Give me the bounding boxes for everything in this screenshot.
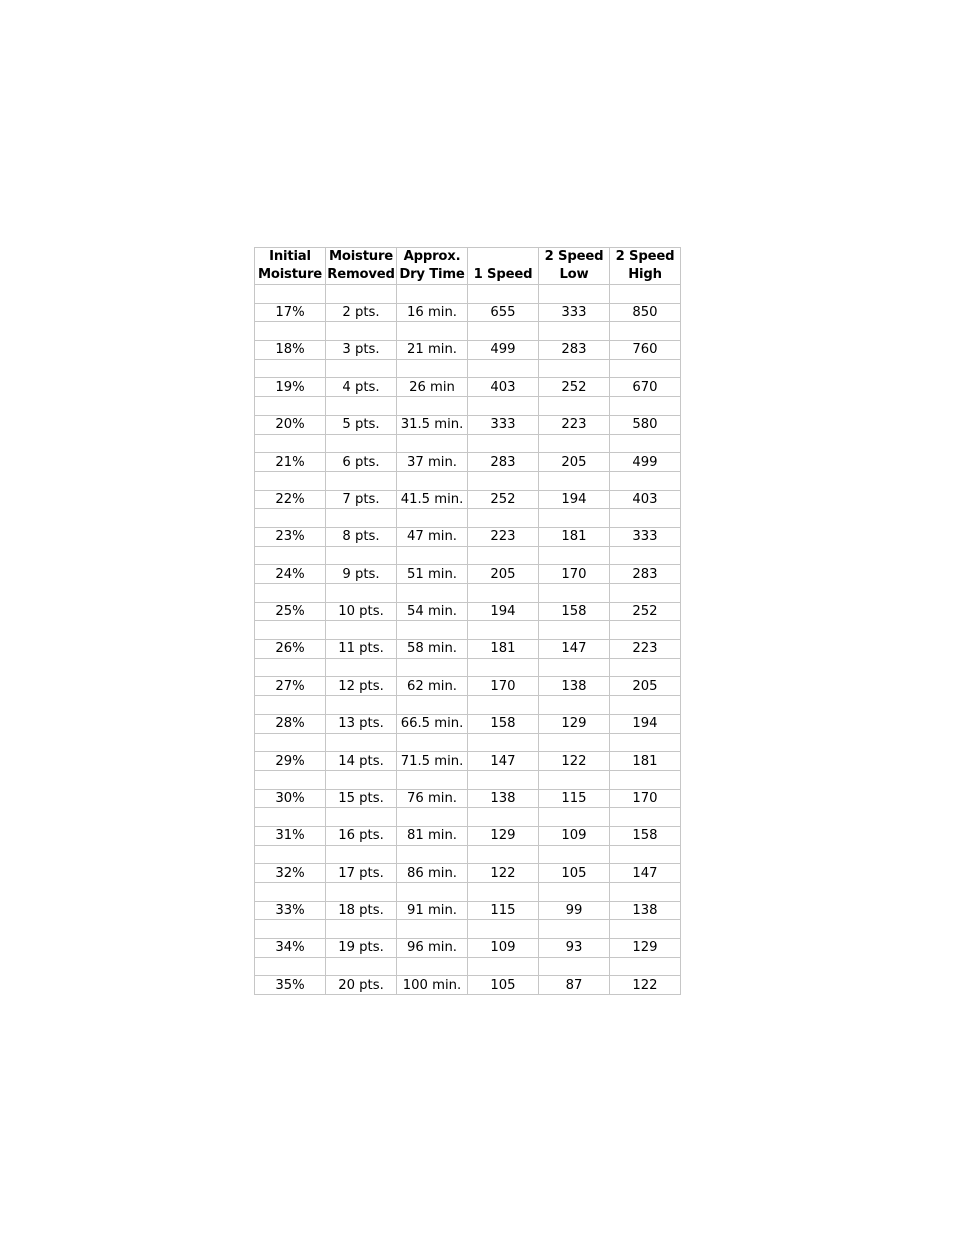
table-row [255,677,681,696]
empty-cell [326,883,397,902]
table-cell: 93 [539,939,610,958]
empty-cell [397,359,468,378]
table-row [255,453,681,472]
empty-cell [610,546,681,565]
empty-cell [468,883,539,902]
table-cell: 138 [610,901,681,920]
empty-cell [326,584,397,603]
empty-cell [539,322,610,341]
empty-cell [610,434,681,453]
table-cell: 19 pts. [326,939,397,958]
table-body [255,285,681,995]
table-cell: 18% [255,341,326,360]
header-cell: High [610,266,681,285]
empty-cell [255,359,326,378]
spacer-row [255,770,681,789]
empty-cell [255,322,326,341]
table-cell: 138 [539,677,610,696]
table-cell: 129 [610,939,681,958]
header-cell: Moisture [255,266,326,285]
table-cell: 11 pts. [326,640,397,659]
empty-cell [539,883,610,902]
empty-cell [539,957,610,976]
empty-cell [539,434,610,453]
spacer-row [255,546,681,565]
empty-cell [326,696,397,715]
table-cell: 580 [610,415,681,434]
empty-cell [326,808,397,827]
table-cell: 252 [610,602,681,621]
table-cell: 29% [255,752,326,771]
empty-cell [326,770,397,789]
empty-cell [326,359,397,378]
empty-cell [468,546,539,565]
empty-cell [610,658,681,677]
table-cell: 147 [468,752,539,771]
table-row [255,752,681,771]
empty-cell [397,920,468,939]
spacer-row [255,434,681,453]
empty-cell [397,658,468,677]
empty-cell [468,322,539,341]
empty-cell [397,696,468,715]
empty-cell [255,285,326,304]
empty-cell [539,397,610,416]
table-row [255,565,681,584]
empty-cell [468,733,539,752]
empty-cell [397,584,468,603]
table-cell: 181 [610,752,681,771]
table-cell: 47 min. [397,527,468,546]
table-cell: 25% [255,602,326,621]
table-cell: 170 [610,789,681,808]
empty-cell [397,957,468,976]
empty-cell [255,808,326,827]
table-cell: 86 min. [397,864,468,883]
table-cell: 499 [468,341,539,360]
empty-cell [468,845,539,864]
table-cell: 37 min. [397,453,468,472]
empty-cell [610,397,681,416]
empty-cell [255,920,326,939]
empty-cell [255,883,326,902]
empty-cell [539,285,610,304]
spacer-row [255,733,681,752]
empty-cell [610,322,681,341]
table-cell: 18 pts. [326,901,397,920]
empty-cell [539,733,610,752]
table-cell: 283 [610,565,681,584]
table-cell: 194 [539,490,610,509]
table-cell: 35% [255,976,326,995]
table-cell: 403 [610,490,681,509]
empty-cell [539,471,610,490]
table-cell: 28% [255,714,326,733]
table-cell: 850 [610,303,681,322]
empty-cell [255,621,326,640]
empty-cell [539,359,610,378]
table-cell: 76 min. [397,789,468,808]
table-row [255,864,681,883]
table-cell: 7 pts. [326,490,397,509]
table-row [255,939,681,958]
empty-cell [255,397,326,416]
empty-cell [397,621,468,640]
table-cell: 205 [539,453,610,472]
empty-cell [326,621,397,640]
table-cell: 41.5 min. [397,490,468,509]
empty-cell [326,434,397,453]
empty-cell [397,770,468,789]
table-cell: 21 min. [397,341,468,360]
table-cell: 15 pts. [326,789,397,808]
spacer-row [255,845,681,864]
table-cell: 205 [610,677,681,696]
table-cell: 58 min. [397,640,468,659]
table-cell: 194 [610,714,681,733]
empty-cell [610,696,681,715]
table-cell: 283 [468,453,539,472]
spacer-row [255,957,681,976]
header-cell: Initial [255,248,326,267]
table-cell: 26% [255,640,326,659]
table-cell: 670 [610,378,681,397]
empty-cell [397,471,468,490]
table-cell: 252 [468,490,539,509]
table-row [255,789,681,808]
table-cell: 81 min. [397,826,468,845]
empty-cell [610,471,681,490]
header-row-2 [255,266,681,285]
table-cell: 223 [610,640,681,659]
empty-cell [468,285,539,304]
table-row [255,303,681,322]
table-cell: 3 pts. [326,341,397,360]
table-cell: 122 [610,976,681,995]
table-cell: 16 min. [397,303,468,322]
table-cell: 129 [468,826,539,845]
empty-cell [397,883,468,902]
empty-cell [610,285,681,304]
table-cell: 147 [610,864,681,883]
table-row [255,527,681,546]
spacer-row [255,285,681,304]
table-cell: 66.5 min. [397,714,468,733]
table-cell: 4 pts. [326,378,397,397]
table-cell: 17 pts. [326,864,397,883]
empty-cell [610,509,681,528]
empty-cell [610,770,681,789]
table-cell: 62 min. [397,677,468,696]
table-cell: 8 pts. [326,527,397,546]
table-cell: 14 pts. [326,752,397,771]
table-cell: 333 [468,415,539,434]
table-cell: 223 [539,415,610,434]
empty-cell [539,920,610,939]
empty-cell [610,359,681,378]
empty-cell [468,920,539,939]
empty-cell [326,658,397,677]
empty-cell [468,696,539,715]
header-cell: 2 Speed [539,248,610,267]
empty-cell [326,957,397,976]
table-cell: 12 pts. [326,677,397,696]
table-cell: 87 [539,976,610,995]
empty-cell [255,845,326,864]
table-cell: 170 [539,565,610,584]
empty-cell [468,621,539,640]
table-cell: 34% [255,939,326,958]
empty-cell [255,770,326,789]
table-cell: 105 [539,864,610,883]
empty-cell [468,770,539,789]
empty-cell [326,471,397,490]
empty-cell [610,957,681,976]
empty-cell [539,696,610,715]
table-cell: 13 pts. [326,714,397,733]
spacer-row [255,322,681,341]
table-cell: 181 [539,527,610,546]
empty-cell [468,808,539,827]
table-cell: 51 min. [397,565,468,584]
header-cell: Approx. [397,248,468,267]
table-cell: 158 [539,602,610,621]
table-cell: 27% [255,677,326,696]
spacer-row [255,397,681,416]
empty-cell [468,359,539,378]
empty-cell [539,808,610,827]
empty-cell [397,845,468,864]
empty-cell [610,808,681,827]
table-cell: 205 [468,565,539,584]
empty-cell [539,770,610,789]
table-cell: 181 [468,640,539,659]
table-cell: 17% [255,303,326,322]
table-cell: 32% [255,864,326,883]
header-row-1 [255,248,681,267]
empty-cell [539,509,610,528]
empty-cell [255,584,326,603]
spacer-row [255,658,681,677]
table-cell: 20% [255,415,326,434]
table-row [255,378,681,397]
spacer-row [255,471,681,490]
spacer-row [255,808,681,827]
table-cell: 6 pts. [326,453,397,472]
table-cell: 760 [610,341,681,360]
table-cell: 158 [468,714,539,733]
table-cell: 31.5 min. [397,415,468,434]
empty-cell [539,845,610,864]
table-cell: 23% [255,527,326,546]
empty-cell [397,397,468,416]
table-cell: 2 pts. [326,303,397,322]
header-cell: Dry Time [397,266,468,285]
table-cell: 96 min. [397,939,468,958]
empty-cell [326,845,397,864]
empty-cell [255,471,326,490]
empty-cell [468,397,539,416]
table-cell: 10 pts. [326,602,397,621]
table-row [255,490,681,509]
table-cell: 9 pts. [326,565,397,584]
table-cell: 54 min. [397,602,468,621]
empty-cell [397,509,468,528]
table-cell: 109 [539,826,610,845]
table-cell: 115 [539,789,610,808]
header-cell [468,248,539,267]
table-cell: 19% [255,378,326,397]
spacer-row [255,509,681,528]
table-cell: 109 [468,939,539,958]
empty-cell [326,509,397,528]
table-cell: 115 [468,901,539,920]
empty-cell [468,434,539,453]
empty-cell [468,471,539,490]
empty-cell [610,845,681,864]
empty-cell [397,733,468,752]
table-cell: 403 [468,378,539,397]
empty-cell [397,434,468,453]
spacer-row [255,621,681,640]
header-cell: 2 Speed [610,248,681,267]
spacer-row [255,359,681,378]
table-row [255,415,681,434]
empty-cell [539,658,610,677]
empty-cell [255,696,326,715]
table-cell: 223 [468,527,539,546]
table-cell: 252 [539,378,610,397]
table-row [255,901,681,920]
empty-cell [255,434,326,453]
empty-cell [539,546,610,565]
empty-cell [539,584,610,603]
drying-time-table [254,247,681,995]
table-cell: 5 pts. [326,415,397,434]
empty-cell [610,733,681,752]
empty-cell [255,658,326,677]
table-cell: 91 min. [397,901,468,920]
empty-cell [468,509,539,528]
empty-cell [255,509,326,528]
empty-cell [468,957,539,976]
table-cell: 655 [468,303,539,322]
empty-cell [326,733,397,752]
empty-cell [610,621,681,640]
table-row [255,640,681,659]
table-cell: 333 [610,527,681,546]
empty-cell [255,733,326,752]
table-row [255,714,681,733]
table-cell: 30% [255,789,326,808]
table-cell: 33% [255,901,326,920]
table-cell: 283 [539,341,610,360]
table-cell: 138 [468,789,539,808]
table-cell: 31% [255,826,326,845]
table-cell: 499 [610,453,681,472]
table-cell: 122 [468,864,539,883]
empty-cell [326,920,397,939]
empty-cell [468,584,539,603]
empty-cell [468,658,539,677]
empty-cell [255,957,326,976]
empty-cell [397,322,468,341]
table-cell: 22% [255,490,326,509]
table-cell: 100 min. [397,976,468,995]
header-cell: Removed [326,266,397,285]
table-cell: 26 min [397,378,468,397]
header-cell: Moisture [326,248,397,267]
empty-cell [326,397,397,416]
table-cell: 71.5 min. [397,752,468,771]
empty-cell [539,621,610,640]
empty-cell [397,285,468,304]
spacer-row [255,584,681,603]
table-row [255,826,681,845]
table-cell: 158 [610,826,681,845]
table-cell: 105 [468,976,539,995]
empty-cell [326,322,397,341]
table-cell: 129 [539,714,610,733]
table-cell: 24% [255,565,326,584]
header-cell: 1 Speed [468,266,539,285]
empty-cell [326,285,397,304]
table-cell: 194 [468,602,539,621]
empty-cell [397,808,468,827]
empty-cell [397,546,468,565]
table-row [255,976,681,995]
table-cell: 170 [468,677,539,696]
spacer-row [255,920,681,939]
empty-cell [255,546,326,565]
empty-cell [610,883,681,902]
table-cell: 99 [539,901,610,920]
header-cell: Low [539,266,610,285]
table-cell: 147 [539,640,610,659]
empty-cell [610,584,681,603]
table-cell: 16 pts. [326,826,397,845]
empty-cell [610,920,681,939]
table-row [255,341,681,360]
table-cell: 122 [539,752,610,771]
table-cell: 333 [539,303,610,322]
table-cell: 21% [255,453,326,472]
table-cell: 20 pts. [326,976,397,995]
spacer-row [255,883,681,902]
empty-cell [326,546,397,565]
table-row [255,602,681,621]
spacer-row [255,696,681,715]
table-header [255,248,681,285]
